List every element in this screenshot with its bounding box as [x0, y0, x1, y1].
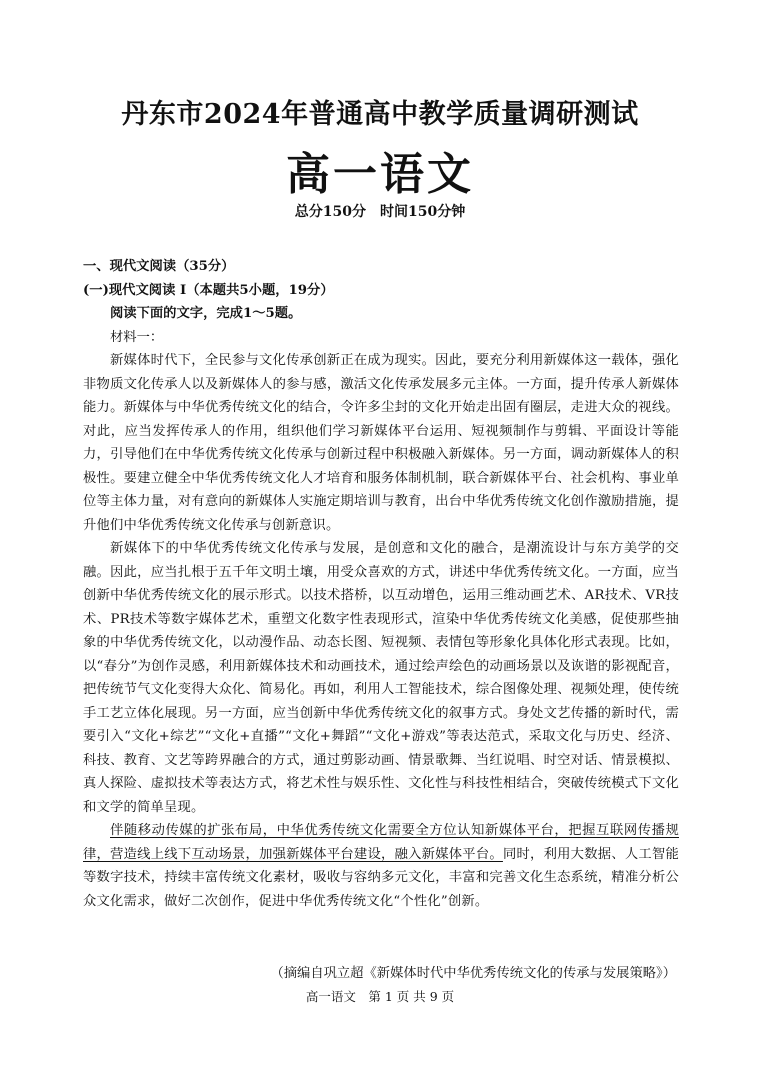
- paragraph-1: 新媒体时代下，全民参与文化传承创新正在成为现实。因此，要充分利用新媒体这一载体，强化非物质文化传承人以及新媒体人的参与感，激活文化传承发展多元主体。一方面，提升传承人新媒体能力。新媒体与中华优秀传统文化的结合，令许多尘封的文化开始走出固有圈层，走进大众的视线。对此，应当发挥传承人的作用，组织他们学习新媒体平台运用、短视频制作与剪辑、平面设计等能力，引导他们在中华优秀传统文化传承与创新过程中积极融入新媒体。另一方面，调动新媒体人的积极性。要建立健全中华优秀传统文化人才培育和服务体制机制，联合新媒体平台、社会机构、事业单位等主体力量，对有意向的新媒体人实施定期培训与教育，出台中华优秀传统文化创作激励措施，提升他们中华优秀传统文化传承与创新意识。: [83, 353, 679, 533]
- underlined-sentence: 伴随移动传媒的扩张布局，中华优秀传统文化需要全方位认知新媒体平台，把握互联网传播规律，营造线上线下互动场景，加强新媒体平台建设，融入新媒体平台。: [83, 823, 679, 862]
- paragraph-3: [83, 819, 679, 913]
- source-citation: （摘编自巩立超《新媒体时代中华优秀传统文化的传承与发展策略》）: [270, 966, 676, 981]
- exam-info: 总分150分 时间150分钟: [294, 204, 466, 220]
- subsection-title: (一)现代文阅读 I（本题共5小题，19分）: [83, 282, 334, 298]
- reading-section: [83, 255, 679, 913]
- paragraph-2: 新媒体下的中华优秀传统文化传承与发展，是创意和文化的融合，是潮流设计与东方美学的交融。因此，应当扎根于五千年文明土壤，用受众喜欢的方式，讲述中华优秀传统文化。一方面，应当创新中华优秀传统文化的展示形式。以技术搭桥，以互动增色，运用三维动画艺术、AR技术、VR技术、PR技术等数字媒体艺术，重塑文化数字性表现形式，渲染中华优秀传统文化美感，促使那些抽象的中华优秀传统文化，以动漫作品、动态长图、短视频、表情包等形象化具体化形式表现。比如，以“春分”为创作灵感，利用新媒体技术和动画技术，通过绘声绘色的动画场景以及诙谐的影视配音，把传统节气文化变得大众化、简易化。再如，利用人工智能技术，综合图像处理、视频处理，使传统手工艺立体化展现。另一方面，应当创新中华优秀传统文化的叙事方式。身处文艺传播的新时代，需要引入“文化+综艺”“文化+直播”“文化+舞蹈”“文化+游戏”等表达范式，采取文化与历史、经济、科技、教育、文艺等跨界融合的方式，通过剪影动画、情景歌舞、当红说唱、时空对话、情景模拟、真人探险、虚拟技术等表达方式，将艺术性与娱乐性、文化性与科技性相结合，突破传统模式下文化和文学的简单呈现。: [83, 541, 679, 815]
- page-footer: 高一语文 第 1 页 共 9 页: [305, 989, 455, 1004]
- material-label: 材料一：: [110, 329, 164, 345]
- paragraph-3-rest: 同时，利用大数据、人工智能等数字技术，持续丰富传统文化素材，吸收与容纳多元文化，丰富和完善文化生态系统，精准分析公众文化需求，做好二次创作，促进中华优秀传统文化“个性化”创新。: [83, 846, 679, 909]
- instruction: 阅读下面的文字，完成1～5题。: [110, 306, 302, 321]
- subject-title: 高一语文: [286, 149, 474, 200]
- section-title: 一、现代文阅读（35分）: [83, 259, 235, 274]
- exam-title: 丹东市2024年普通高中教学质量调研测试: [121, 99, 639, 130]
